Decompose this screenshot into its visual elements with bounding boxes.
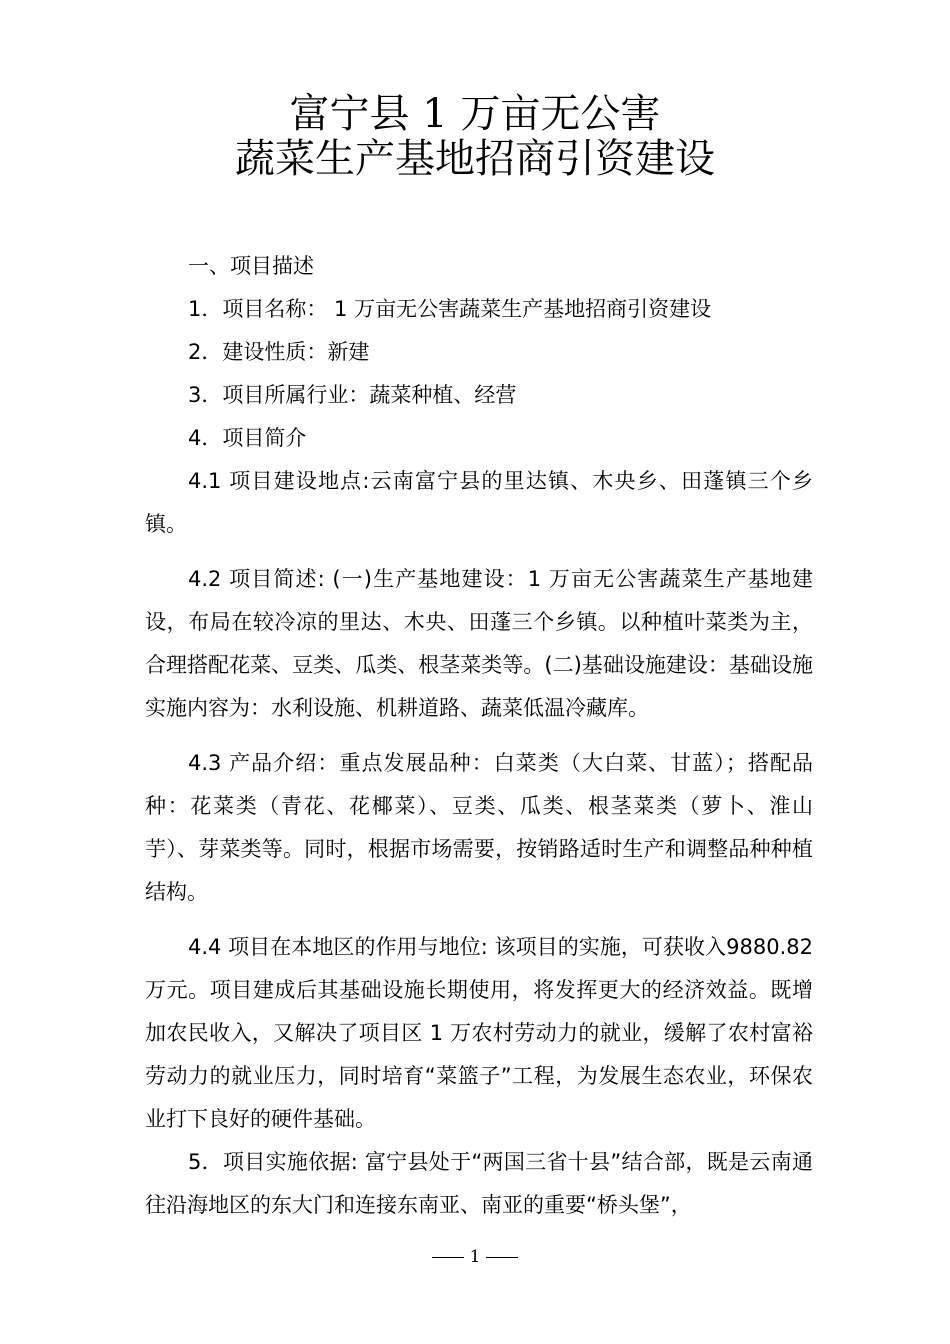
paragraph-products: 4.3 产品介绍：重点发展品种：白菜类（大白菜、甘蓝）；搭配品种：花菜类（青花、花椰菜）、豆类、瓜类、根茎菜类（萝卜、淮山芋）、芽菜类等。同时，根据市场需要，按销路适时生产和调整品种种植结构。	[145, 751, 813, 904]
document-title-line-2: 蔬菜生产基地招商引资建设	[235, 136, 715, 182]
paragraph-role: 4.4 项目在本地区的作用与地位: 该项目的实施，可获收入9880.82 万元。项目建成后其基础设施长期使用，将发挥更大的经济效益。既增加农民收入，又解决了项目区 1 万农村劳动力的就业，缓解了农村富裕劳动力的就业压力，同时培育“菜篮子”工程，为发展生态农业，环保农业打下良好的硬件基础。	[145, 935, 813, 1131]
document-body	[145, 245, 813, 1227]
paragraph-location: 4.1 项目建设地点:云南富宁县的里达镇、木央乡、田蓬镇三个乡镇。	[145, 469, 813, 536]
footer-rule-right	[486, 1257, 518, 1258]
section-heading: 一、项目描述	[188, 254, 314, 278]
footer-rule-left	[432, 1257, 464, 1258]
industry-item: 3．项目所属行业：蔬菜种植、经营	[188, 383, 517, 407]
paragraph-basis: 5．项目实施依据: 富宁县处于“两国三省十县”结合部，既是云南通往沿海地区的东大门和连接东南亚、南亚的重要“桥头堡”，	[145, 1150, 813, 1217]
document-title-line-1: 富宁县 1 万亩无公害	[289, 91, 661, 137]
construction-nature-item: 2．建设性质：新建	[188, 340, 370, 364]
project-intro-heading: 4．项目简介	[188, 426, 307, 450]
page-footer	[0, 1245, 950, 1269]
paragraph-summary: 4.2 项目简述: (一)生产基地建设：1 万亩无公害蔬菜生产基地建设，布局在较冷凉的里达、木央、田蓬三个乡镇。以种植叶菜类为主，合理搭配花菜、豆类、瓜类、根茎菜类等。(二)基础设施建设：基础设施实施内容为：水利设施、机耕道路、蔬菜低温冷藏库。	[145, 567, 813, 720]
project-name-item: 1．项目名称： 1 万亩无公害蔬菜生产基地招商引资建设	[188, 297, 712, 321]
page-number: 1	[469, 1247, 481, 1267]
